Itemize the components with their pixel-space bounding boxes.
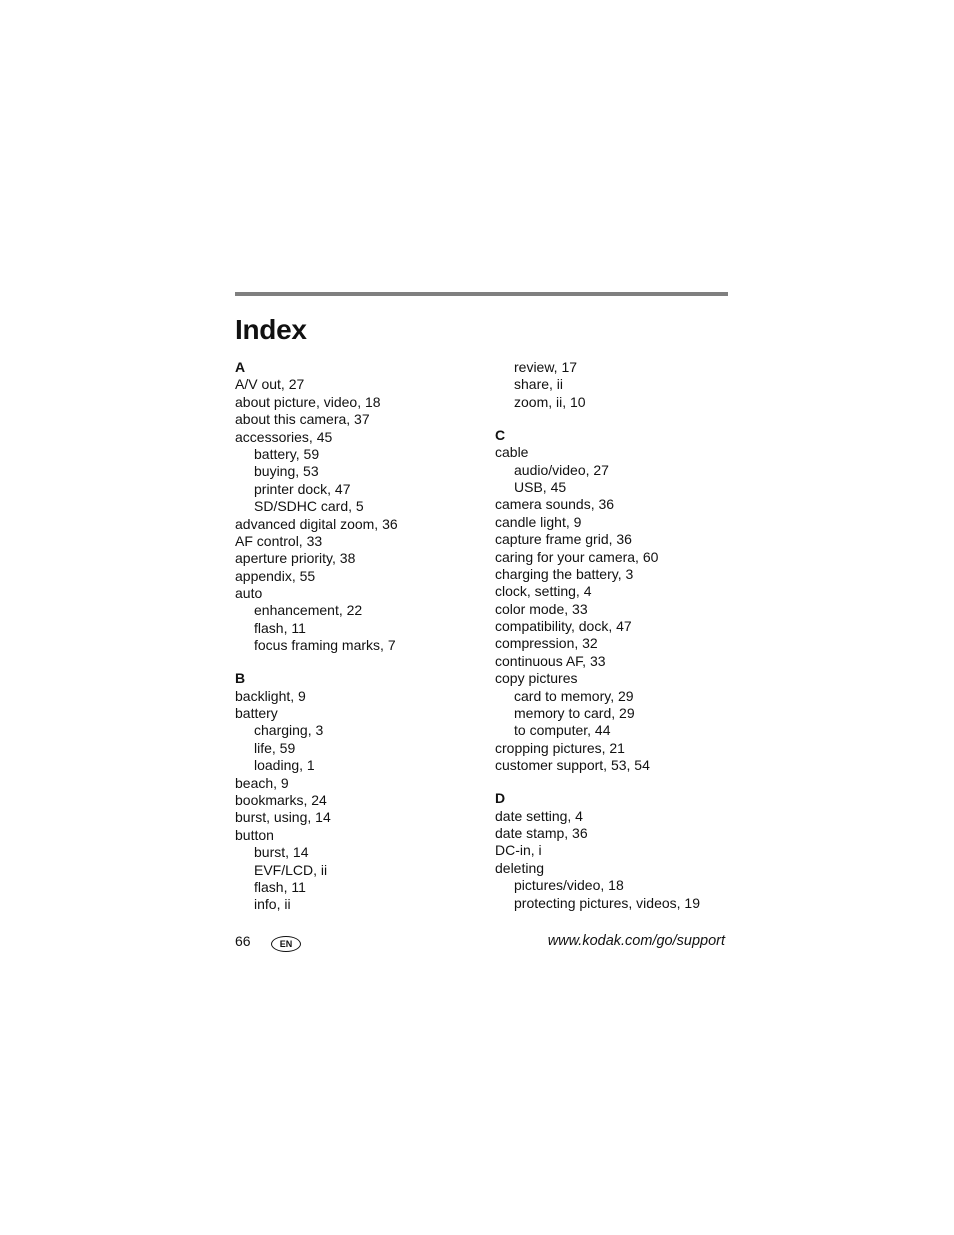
index-subentry: battery, 59 [254,445,320,462]
index-column-left [235,359,485,914]
index-entry: clock, setting, 4 [495,583,592,600]
index-entry: button [235,826,274,843]
index-entry: copy pictures [495,670,578,687]
index-letter-heading: B [235,670,246,687]
index-entry: caring for your camera, 60 [495,548,659,565]
index-entry: camera sounds, 36 [495,496,615,513]
index-subentry: memory to card, 29 [514,705,635,722]
index-entry: customer support, 53, 54 [495,757,650,774]
index-subentry: protecting pictures, videos, 19 [514,894,700,911]
index-entry: auto [235,585,263,602]
index-subentry: zoom, ii, 10 [514,393,586,410]
index-subentry: audio/video, 27 [514,461,609,478]
index-entry: charging the battery, 3 [495,565,634,582]
page-number: 66 [235,933,251,949]
support-url: www.kodak.com/go/support [547,933,725,949]
index-entry: continuous AF, 33 [495,652,606,669]
index-subentry: flash, 11 [254,619,306,636]
index-subentry: to computer, 44 [514,722,611,739]
index-subentry: EVF/LCD, ii [254,861,328,878]
index-entry: A/V out, 27 [235,376,305,393]
index-entry: capture frame grid, 36 [495,531,632,548]
index-subentry: USB, 45 [514,478,567,495]
index-subentry: share, ii [514,376,564,393]
index-entry: compression, 32 [495,635,598,652]
index-entry: battery [235,705,278,722]
section-gap [495,411,735,427]
index-entry: date stamp, 36 [495,824,588,841]
index-letter-heading: D [495,790,506,807]
index-subentry: SD/SDHC card, 5 [254,498,364,515]
index-entry: compatibility, dock, 47 [495,618,632,635]
index-entry: advanced digital zoom, 36 [235,515,398,532]
page-title: Index [235,314,307,345]
index-subentry: review, 17 [514,359,578,375]
index-column-right [495,359,735,912]
index-entry: appendix, 55 [235,567,316,584]
index-entry: DC-in, i [495,842,542,859]
index-subentry: charging, 3 [254,722,324,739]
index-entry: AF control, 33 [235,532,323,549]
index-entry: color mode, 33 [495,600,588,617]
index-subentry: life, 59 [254,739,296,756]
index-subentry: burst, 14 [254,844,309,861]
index-subentry: card to memory, 29 [514,687,634,704]
language-badge: EN [271,936,301,952]
index-subentry: flash, 11 [254,878,306,895]
index-entry: about picture, video, 18 [235,393,381,410]
index-entry: aperture priority, 38 [235,550,356,567]
index-subentry: printer dock, 47 [254,480,351,497]
index-entry: beach, 9 [235,774,289,791]
index-entry: date setting, 4 [495,807,583,824]
index-entry: about this camera, 37 [235,411,370,428]
index-entry: deleting [495,859,545,876]
index-subentry: loading, 1 [254,757,315,774]
index-entry: bookmarks, 24 [235,791,327,808]
index-entry: cable [495,444,529,461]
section-gap [495,775,735,791]
index-subentry: info, ii [254,896,291,913]
index-subentry: buying, 53 [254,463,319,480]
index-entry: candle light, 9 [495,513,582,530]
index-subentry: pictures/video, 18 [514,877,624,894]
index-entry: accessories, 45 [235,428,333,445]
index-letter-heading: A [235,359,246,375]
index-subentry: focus framing marks, 7 [254,637,396,654]
index-letter-heading: C [495,426,506,443]
index-entry: backlight, 9 [235,687,306,704]
index-subentry: enhancement, 22 [254,602,363,619]
index-entry: cropping pictures, 21 [495,739,625,756]
index-entry: burst, using, 14 [235,809,331,826]
section-gap [235,655,485,671]
header-rule [235,292,728,296]
